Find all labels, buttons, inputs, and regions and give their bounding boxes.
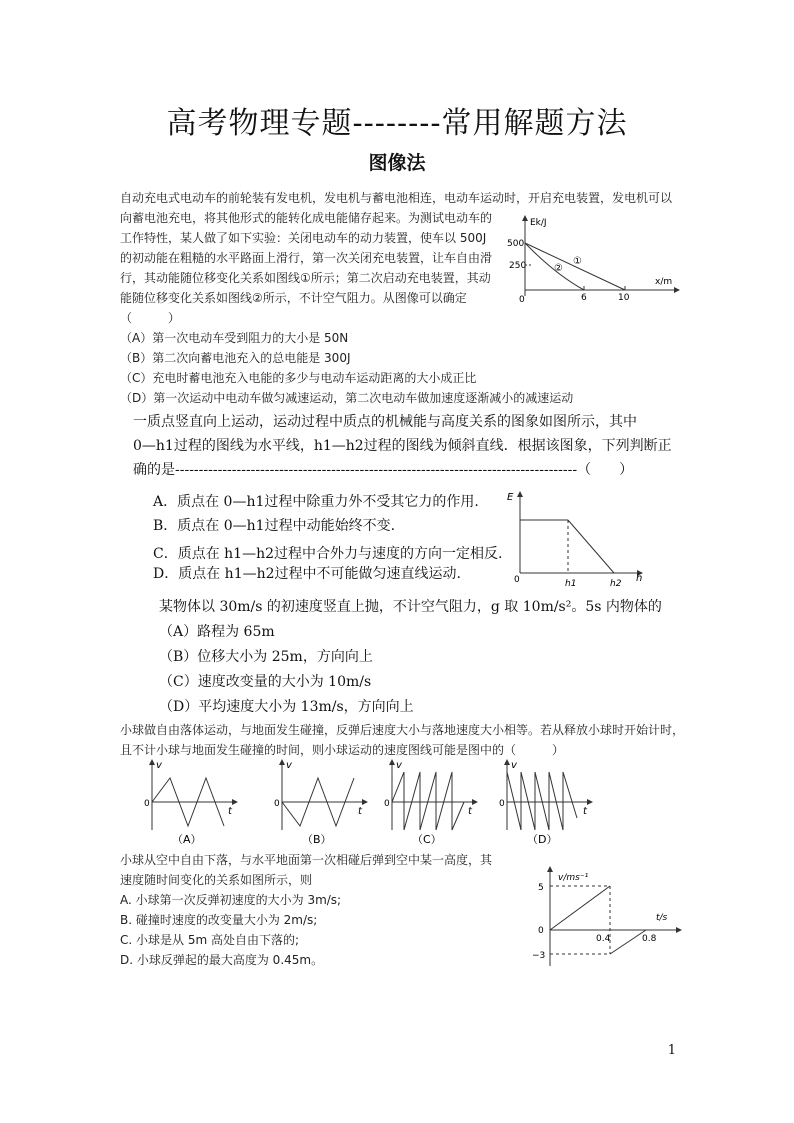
q1-y-tick: 500 [507,239,525,249]
q4-a-origin: 0 [144,799,150,809]
q1-y-label: Ek/J [530,218,547,228]
q1-y-tick: 250 [509,261,527,271]
q4-c-label: （C） [412,833,442,846]
q5-x-tick: 0.4 [596,934,611,944]
q4-c-origin: 0 [384,799,390,809]
q1-curve-2-label: ② [554,263,563,274]
q2-options [153,490,513,586]
q1-option: （C）充电时蓄电池充入电能的多少与电动车运动距离的大小成正比 [120,371,477,385]
q1-option: （A）第一次电动车受到阻力的大小是 50N [120,331,349,345]
q1-option: （B）第二次向蓄电池充入的总电能是 300J [120,351,351,365]
q5-option: B. 碰撞时速度的改变量大小为 2m/s; [120,913,318,927]
q4-b-v: v [286,760,292,771]
q1-line: 工作特性，某人做了如下实验：关闭电动车的动力装置，使车以 500J [120,231,487,245]
q1-line: 自动充电式电动车的前轮装有发电机，发电机与蓄电池相连，电动车运动时，开启充电装置，发电机可以 [120,191,673,205]
page-title: 高考物理专题--------常用解题方法 [166,106,628,141]
q2-line: 一质点竖直向上运动，运动过程中质点的机械能与高度关系的图象如图所示，其中 [133,414,637,430]
q2-sloped-segment [568,520,614,573]
q4-line: 小球做自由落体运动，与地面发生碰撞，反弹后速度大小与落地速度大小相等。若从释放小球时开始计时， [120,723,685,737]
q4-c-v: v [396,760,402,771]
q4-d-origin: 0 [499,799,505,809]
q3-option: （B）位移大小为 25m，方向向上 [159,649,373,665]
q2-option: A．质点在 0—h1过程中除重力外不受其它力的作用. [153,494,479,510]
q5-y-tick: 0 [538,926,544,936]
q4-b-label: （B） [302,833,332,846]
q4-d-label: （D） [527,833,558,846]
q2-option: B．质点在 0—h1过程中动能始终不变. [153,518,396,534]
q1-x-tick: 10 [618,293,630,303]
q5-line: 速度随时间变化的关系如图所示，则 [120,873,313,887]
q3-option: （A）路程为 65m [159,624,275,640]
q1-line: （ ） [120,311,181,325]
q3-line: 某物体以 30m/s 的初速度竖直上抛，不计空气阻力，g 取 10m/s²。5s 内物体的 [159,599,662,615]
q2-y-label: E [507,492,514,503]
q5-line: 小球从空中自由下落，与水平地面第一次相碰后弹到空中某一高度，其 [120,853,493,867]
q4-c-t: t [468,806,472,817]
q4-d-v: v [511,760,517,771]
question-2 [133,410,673,482]
q4-line: 且不计小球与地面发生碰撞的时间，则小球运动的速度图线可能是图中的（ ） [120,743,565,757]
q2-option: C．质点在 h1—h2过程中合外力与速度的方向一定相反. [153,546,503,562]
q5-x-label: t/s [656,913,668,923]
q5-velocity-time-graph [528,862,688,972]
q3-option: （D）平均速度大小为 13m/s，方向向上 [159,699,414,715]
q5-option: A. 小球第一次反弹初速度的大小为 3m/s; [120,893,342,907]
q5-rebound-segment [610,930,646,954]
question-4 [120,720,690,760]
q5-y-tick: −3 [532,951,546,961]
q1-line: 行，其动能随位移变化关系如图线①所示；第二次启动充电装置，其动 [120,271,491,285]
page-number: 1 [667,1043,676,1058]
q2-x-label: h [636,573,643,584]
q4-graph-d [495,758,595,848]
q4-b-origin: 0 [274,799,280,809]
q4-a-t: t [228,806,232,817]
q2-energy-height-graph [505,488,655,588]
q1-x-tick: 0 [519,295,525,304]
q3-option: （C）速度改变量的大小为 10m/s [159,674,372,690]
q1-line: 向蓄电池充电，将其他形式的能转化成电能储存起来。为测试电动车的 [120,211,493,225]
q5-x-tick: 0.8 [642,934,657,944]
q4-a-label: （A） [172,833,202,846]
q4-d-t: t [583,806,587,817]
q1-option: （D）第一次运动中电动车做匀减速运动，第二次电动车做加速度逐渐减小的减速运动 [120,391,574,405]
q1-x-tick: 6 [581,293,587,303]
q2-option: D．质点在 h1—h2过程中不可能做匀速直线运动. [153,566,461,582]
q4-graph-b [270,758,370,848]
q4-a-v: v [156,760,162,771]
page-subtitle: 图像法 [368,152,426,174]
question-5 [120,850,540,970]
q4-graph-a [140,758,240,848]
q5-y-tick: 5 [538,883,544,893]
q4-c-curve [392,772,464,830]
q2-line: 确的是-------------------------------------------------------------------------------------（ ） [133,462,634,478]
q4-graph-c [380,758,480,848]
question-3 [159,595,679,719]
q5-option: C. 小球是从 5m 高处自由下落的; [120,933,300,947]
q1-ek-x-graph [505,212,685,304]
q4-d-curve [507,772,577,830]
q5-y-label: v/ms⁻¹ [558,873,589,883]
q2-line: 0—h1过程的图线为水平线，h1—h2过程的图线为倾斜直线．根据该图象，下列判断正 [133,438,672,454]
q1-x-label: x/m [655,277,673,287]
q5-option: D. 小球反弹起的最大高度为 0.45m。 [120,953,324,967]
q1-line: 的初动能在粗糙的水平路面上滑行，第一次关闭充电装置，让车自由滑 [120,251,493,265]
q1-line: 能随位移变化关系如图线②所示，不计空气阻力。从图像可以确定 [120,291,467,305]
q5-fall-segment [550,886,610,930]
q1-curve-1-label: ① [573,256,582,267]
q2-x-tick: h1 [565,579,577,588]
q2-x-tick: h2 [610,579,622,588]
q2-x-tick: 0 [514,575,520,585]
q4-b-t: t [358,806,362,817]
